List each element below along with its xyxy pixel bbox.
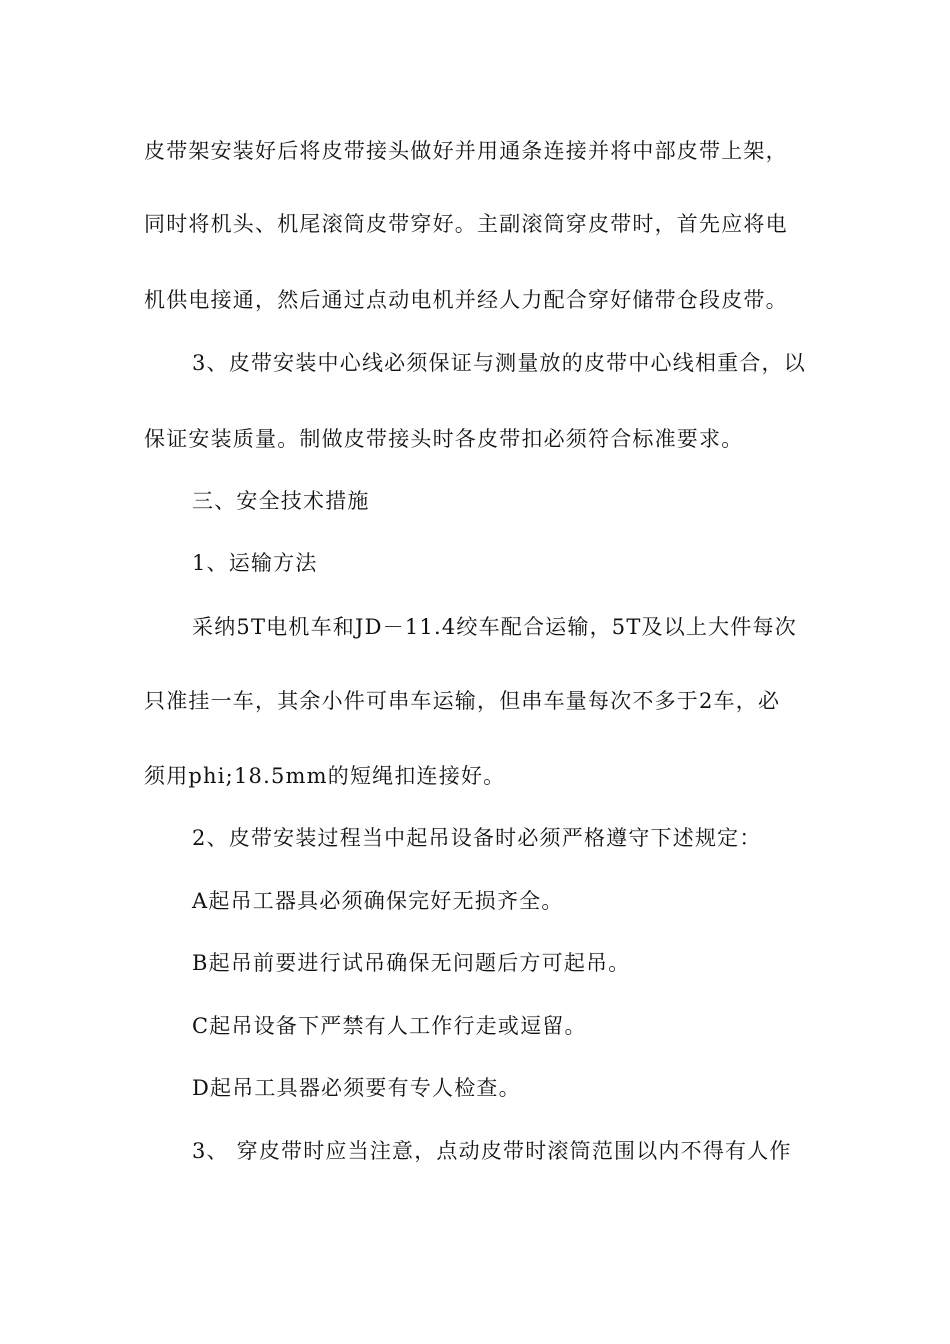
paragraph-line: 3、 穿皮带时应当注意，点动皮带时滚筒范围以内不得有人作 [192,1139,792,1163]
paragraph-line: 2、皮带安装过程当中起吊设备时必须严格遵守下述规定： [192,826,762,850]
paragraph-line: 保证安装质量。制做皮带接头时各皮带扣必须符合标准要求。 [144,427,744,451]
list-item: C起吊设备下严禁有人工作行走或逗留。 [192,1014,587,1038]
list-item: B起吊前要进行试吊确保无问题后方可起吊。 [192,951,631,975]
paragraph-line: 机供电接通，然后通过点动电机并经人力配合穿好储带仓段皮带。 [144,288,788,312]
section-heading: 三、安全技术措施 [192,489,370,513]
paragraph-line: 皮带架安装好后将皮带接头做好并用通条连接并将中部皮带上架， [144,139,788,163]
paragraph-line: 须用phi;18.5mm的短绳扣连接好。 [144,764,506,788]
subsection-heading: 1、运输方法 [192,551,318,575]
paragraph-line: 同时将机头、机尾滚筒皮带穿好。主副滚筒穿皮带时，首先应将电 [144,212,788,236]
paragraph-line: 采纳5T电机车和JD－11.4绞车配合运输，5T及以上大件每次 [192,615,797,639]
list-item: D起吊工具器必须要有专人检查。 [192,1076,521,1100]
paragraph-line: 3、皮带安装中心线必须保证与测量放的皮带中心线相重合，以 [192,351,806,375]
list-item: A起吊工器具必须确保完好无损齐全。 [192,889,564,913]
paragraph-line: 只准挂一车，其余小件可串车运输，但串车量每次不多于2车，必 [144,689,781,713]
